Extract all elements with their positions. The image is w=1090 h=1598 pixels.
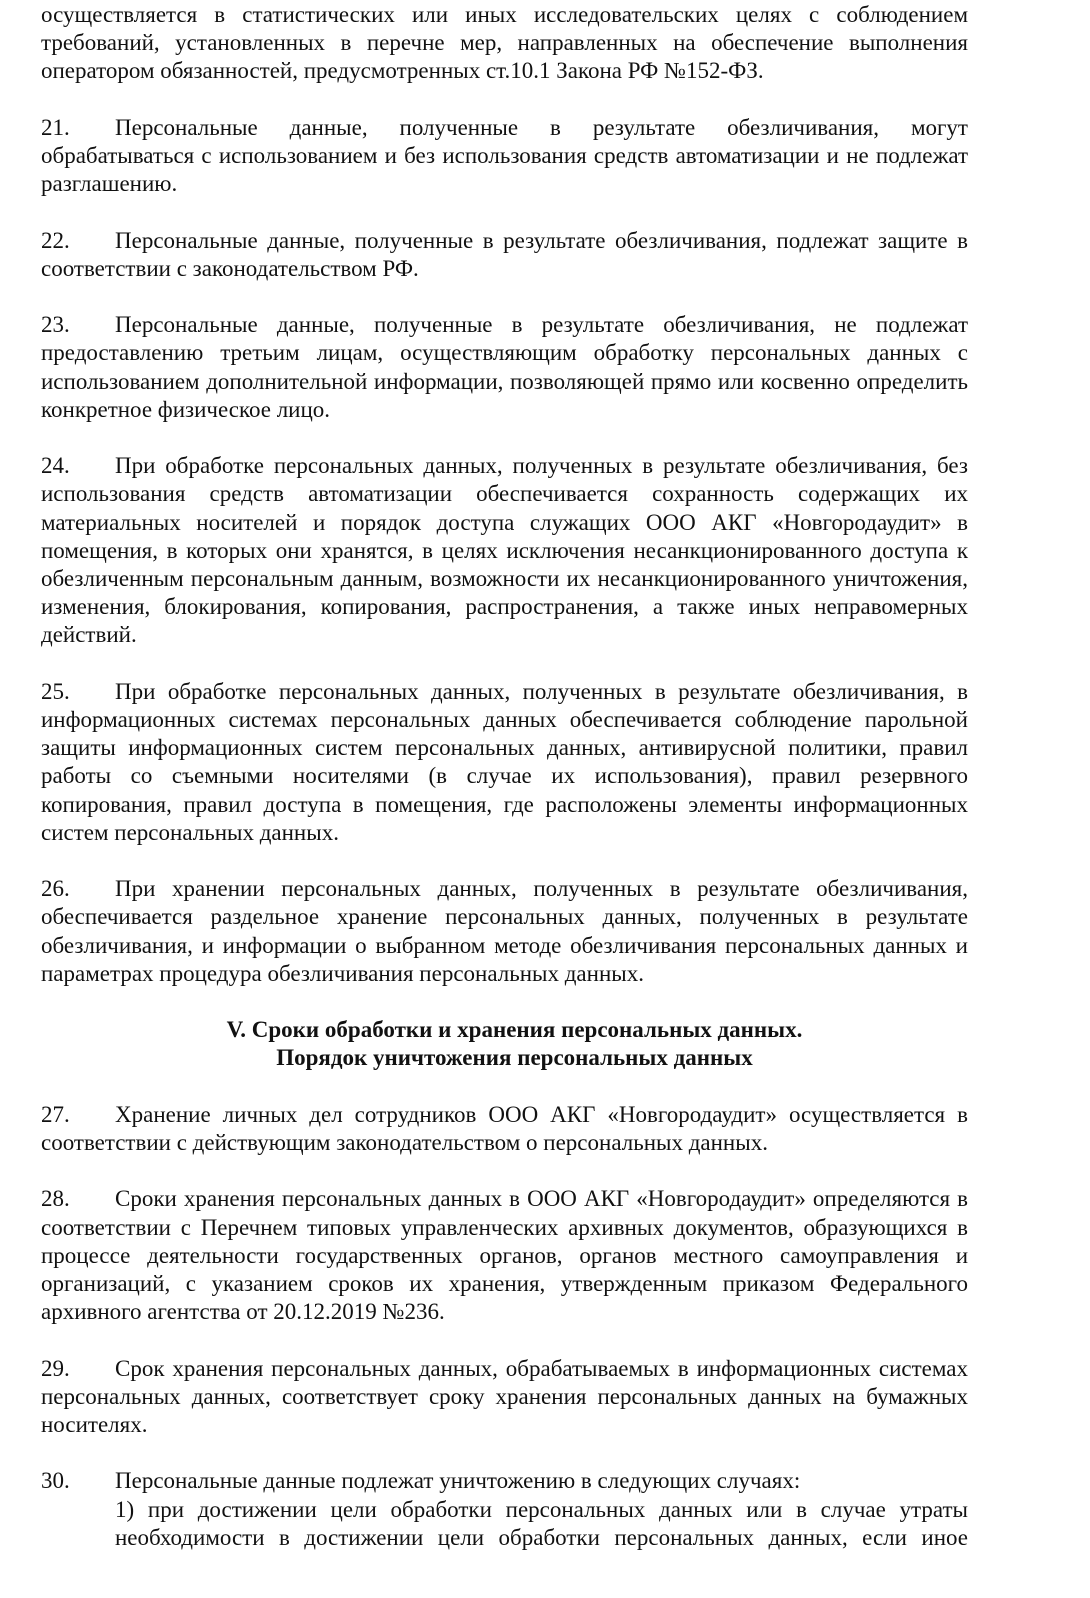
paragraph-number: 29. — [41, 1355, 70, 1381]
paragraph-number: 26. — [41, 876, 70, 902]
paragraph-number: 25. — [41, 678, 70, 704]
paragraph-text: При хранении персональных данных, полученных в результате обезличивания, обеспечивается раздельное хранение персональных данных, полученных в результате обезличивания, и информации о выбранном методе обезличивания персональных данных и параметрах процедура обезличивания персональных данных. — [41, 876, 968, 986]
paragraph-23 — [41, 311, 968, 424]
section-heading-line-2: Порядок уничтожения персональных данных — [276, 1045, 753, 1071]
section-heading-line-1: V. Сроки обработки и хранения персональных данных. — [226, 1017, 803, 1043]
sub-item-1: 1) при достижении цели обработки персональных данных или в случае утраты необходимости в достижении цели обработки персональных данных, если иное — [115, 1496, 968, 1550]
paragraph-30 — [41, 1467, 968, 1495]
paragraph-text: Хранение личных дел сотрудников ООО АКГ «Новгородаудит» осуществляется в соответствии с действующим законодательством о персональных данных. — [41, 1101, 968, 1155]
paragraph-text: Срок хранения персональных данных, обрабатываемых в информационных системах персональных данных, соответствует сроку хранения персональных данных на бумажных носителях. — [41, 1355, 968, 1437]
paragraph-21 — [41, 114, 968, 199]
paragraph-27 — [41, 1101, 968, 1157]
paragraph-text: Персональные данные подлежат уничтожению в следующих случаях: — [115, 1468, 801, 1494]
paragraph-25 — [41, 678, 968, 847]
paragraph-number: 27. — [41, 1101, 70, 1127]
paragraph-number: 24. — [41, 453, 70, 479]
paragraph-22 — [41, 227, 968, 283]
section-heading — [41, 1016, 968, 1072]
paragraph-text: При обработке персональных данных, полученных в результате обезличивания, в информационных системах персональных данных обеспечивается соблюдение парольной защиты информационных систем персональных данных, антивирусной политики, правил работы со съемными носителями (в случае их использования), правил резервного копирования, правил доступа в помещения, где расположены элементы информационных систем персональных данных. — [41, 678, 968, 845]
paragraph-number: 28. — [41, 1186, 70, 1212]
paragraph-number: 30. — [41, 1468, 70, 1494]
paragraph-number: 21. — [41, 114, 70, 140]
paragraph-text: Персональные данные, полученные в результате обезличивания, подлежат защите в соответствии с законодательством РФ. — [41, 227, 968, 281]
paragraph-text: Сроки хранения персональных данных в ООО АКГ «Новгородаудит» определяются в соответствии с Перечнем типовых управленческих архивных документов, образующихся в процессе деятельности государственных органов, органов местного самоуправления и организаций, с указанием сроков их хранения, утвержденным приказом Федерального архивного агентства от 20.12.2019 №236. — [41, 1186, 968, 1325]
paragraph-29 — [41, 1355, 968, 1440]
paragraph-number: 22. — [41, 227, 70, 253]
paragraph-number: 23. — [41, 312, 70, 338]
paragraph-text: Персональные данные, полученные в результате обезличивания, могут обрабатываться с использованием и без использования средств автоматизации и не подлежат разглашению. — [41, 114, 968, 197]
document-page — [41, 1, 968, 1552]
paragraph-26 — [41, 875, 968, 988]
paragraph-text: Персональные данные, полученные в результате обезличивания, не подлежат предоставлению третьим лицам, осуществляющим обработку персональных данных с использованием дополнительной информации, позволяющей прямо или косвенно определить конкретное физическое лицо. — [41, 312, 968, 422]
paragraph-24 — [41, 452, 968, 649]
paragraph-text: При обработке персональных данных, полученных в результате обезличивания, без использования средств автоматизации обеспечивается сохранность содержащих их материальных носителей и порядок доступа служащих ООО АКГ «Новгородаудит» в помещения, в которых они хранятся, в целях исключения несанкционированного доступа к обезличенным персональным данным, возможности их несанкционированного уничтожения, изменения, блокирования, копирования, распространения, а также иных неправомерных действий. — [41, 453, 968, 648]
paragraph-continuation: осуществляется в статистических или иных исследовательских целях с соблюдением требований, установленных в перечне мер, направленных на обеспечение выполнения оператором обязанностей, предусмотренных ст.10.1 Закона РФ №152-ФЗ. — [41, 2, 968, 84]
paragraph-28 — [41, 1185, 968, 1326]
